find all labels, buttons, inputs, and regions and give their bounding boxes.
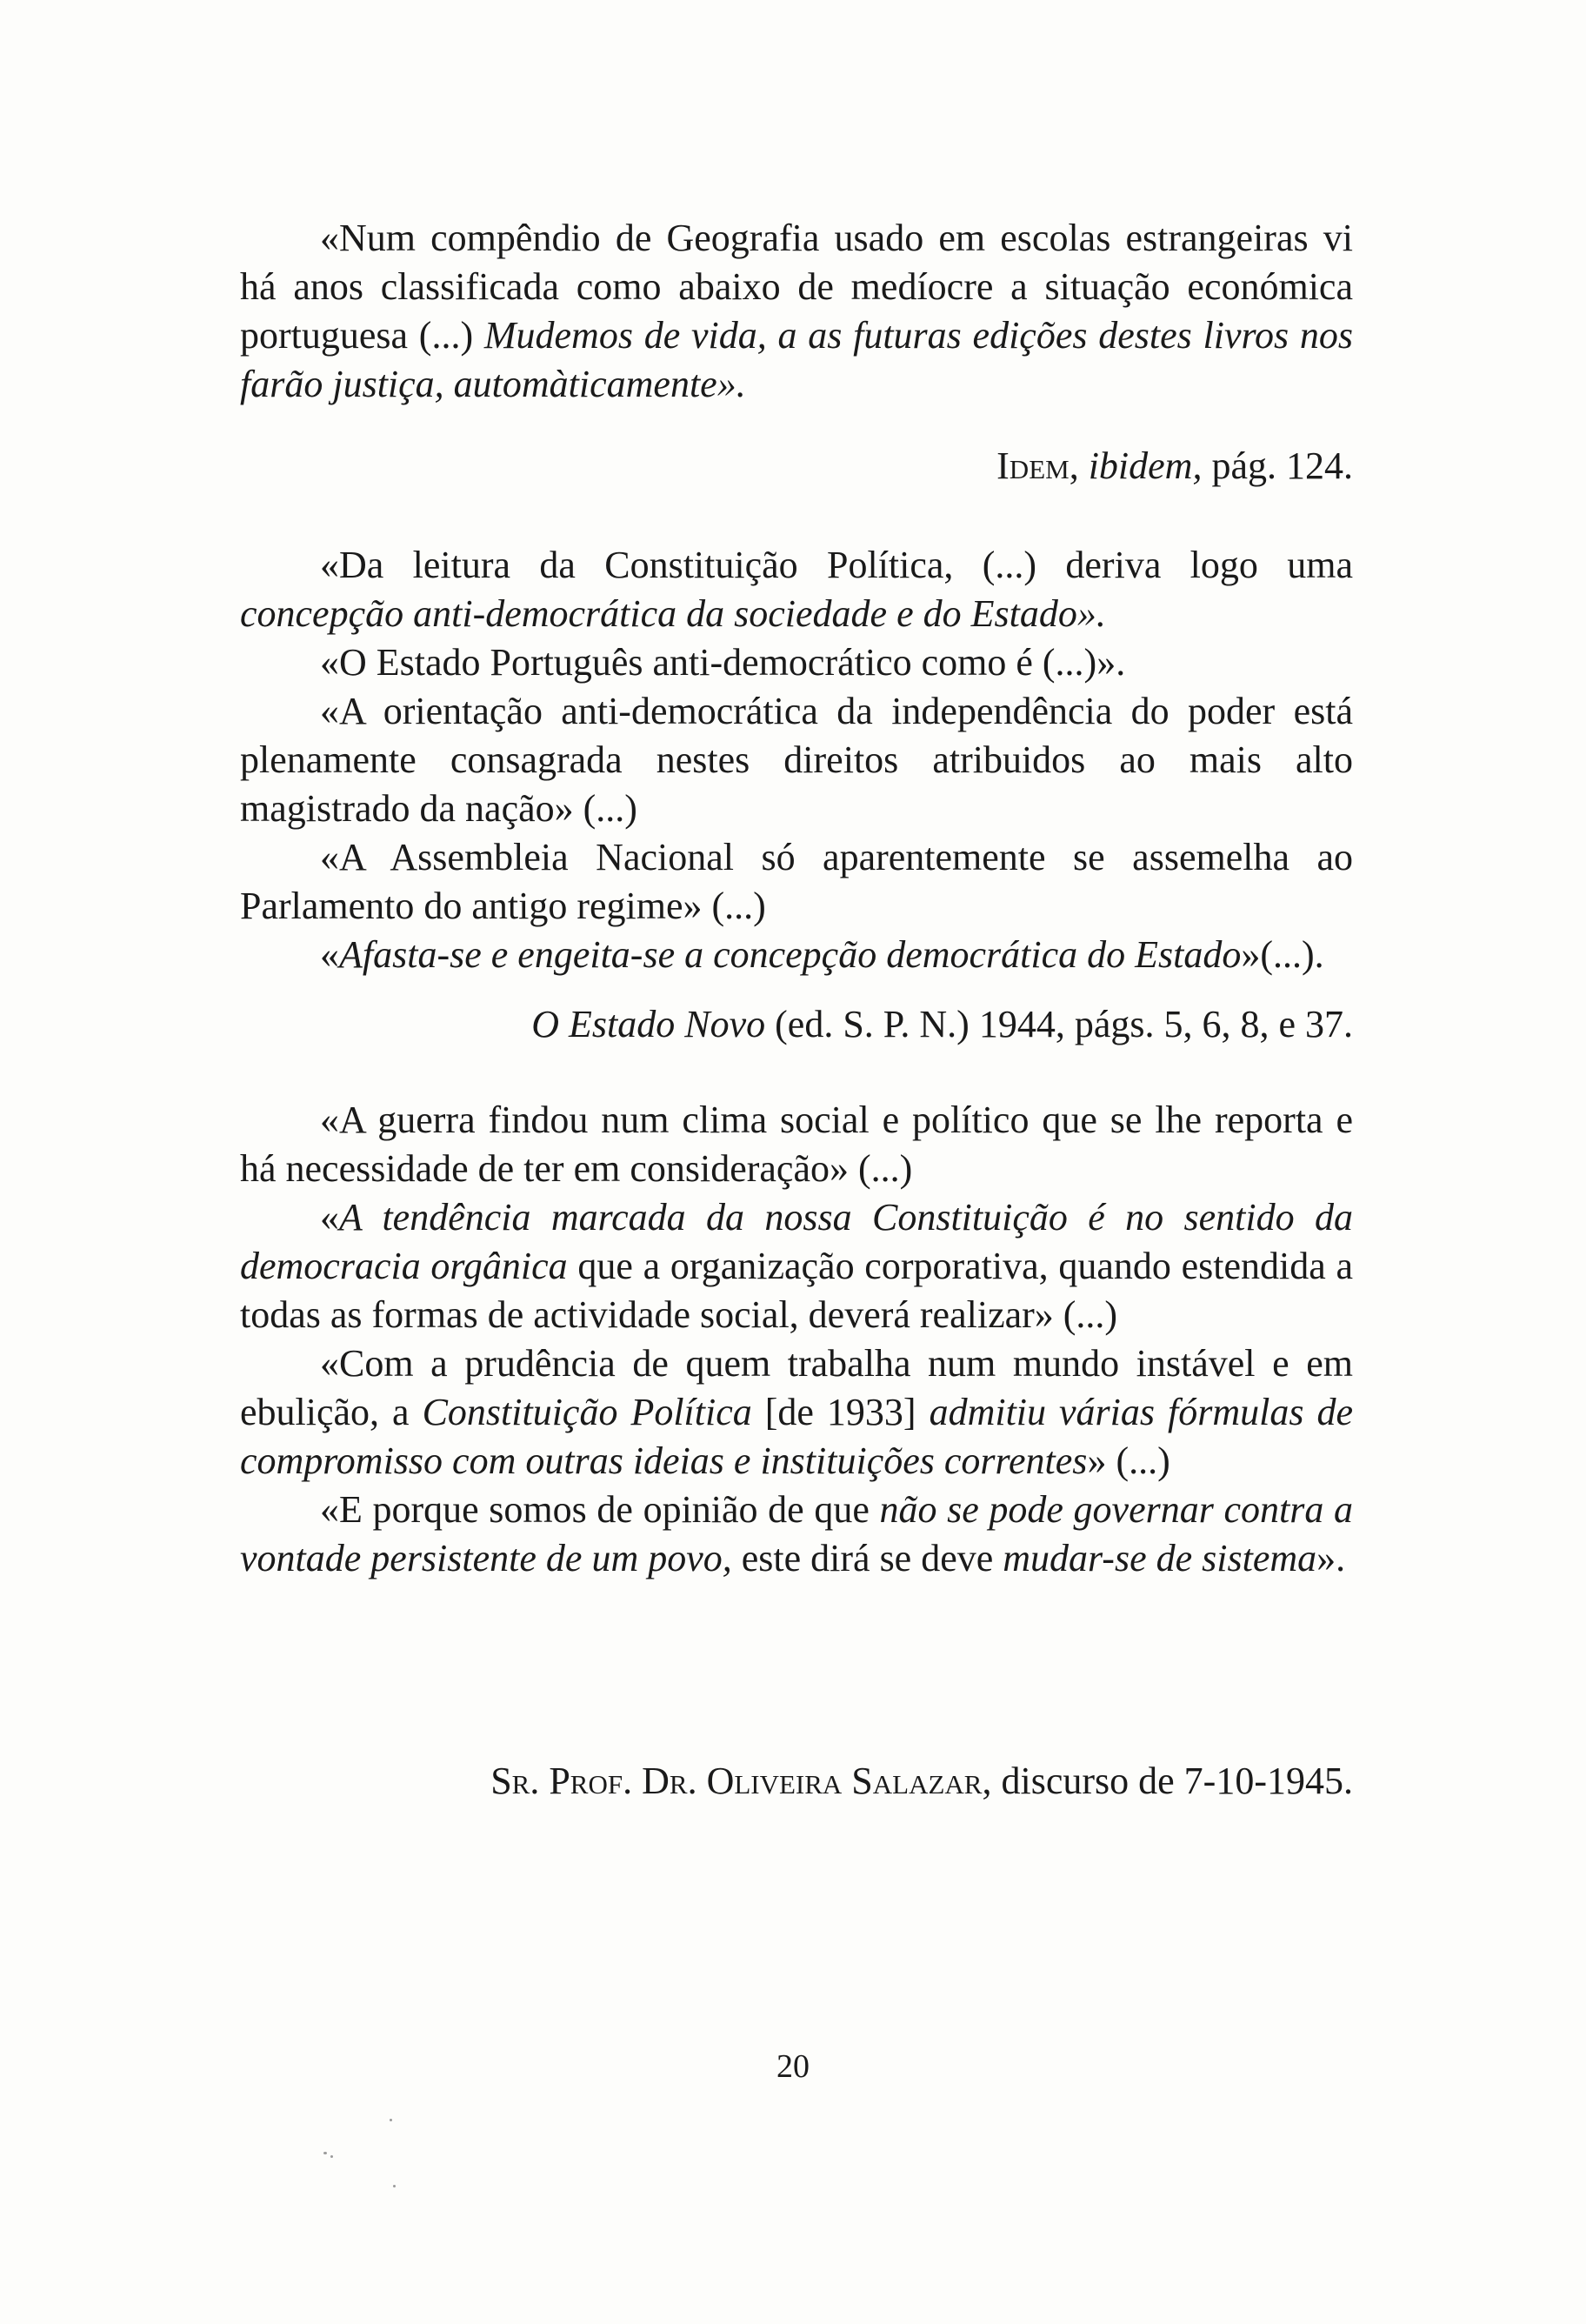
quote-text: «Num compêndio de Geografia usado em escolas estrangeiras vi há anos classificada como abaixo de medíocre a situação económica portuguesa (...) (240, 217, 1353, 357)
citation-page: pág. 124. (1202, 444, 1353, 487)
quote-italic-text: A tendência marcada da nossa Constituição é no sentido da democracia orgânica (240, 1196, 1353, 1287)
quote-italic-text: Mudemos de vida, a as futuras edições destes livros nos farão justiça, automàticamente». (240, 314, 1353, 405)
citation-details: discurso de 7-10-1945. (991, 1760, 1353, 1802)
citation-estado-novo (531, 1000, 1353, 1049)
quote-italic-text: admitiu várias fórmulas de compromisso com outras ideias e instituições correntes (240, 1391, 1354, 1482)
quote-block-estado-novo (240, 541, 1353, 979)
quote-paragraph (240, 931, 1353, 979)
quote-italic-text: mudar-se de sistema (1003, 1537, 1317, 1579)
quote-italic-text: não se pode governar contra a vontade persistente de um povo, (240, 1488, 1353, 1579)
quote-text: que a organização corporativa, quando estendida a todas as formas de actividade social, deverá realizar» (...) (240, 1245, 1353, 1336)
citation-salazar (490, 1757, 1353, 1806)
quote-text: »(...). (1241, 933, 1324, 976)
quote-italic-text: concepção anti-democrática da sociedade e do Estado». (240, 592, 1106, 635)
scan-speck (393, 2185, 396, 2187)
quote-text: ». (1316, 1537, 1346, 1579)
citation-author: Idem, (996, 444, 1079, 487)
quote-paragraph (240, 1193, 1353, 1339)
quote-text: «Da leitura da Constituição Política, (...) deriva logo uma (320, 544, 1353, 586)
quote-block-salazar (240, 1096, 1353, 1583)
quote-text: este dirá se deve (731, 1537, 1003, 1579)
quote-paragraph: «A orientação anti-democrática da independência do poder está plenamente consagrada nestes direitos atribuidos ao mais alto magistrado da nação» (...) (240, 690, 1353, 830)
citation-work: ibidem, (1088, 444, 1203, 487)
scan-speck (390, 2119, 392, 2121)
quote-text: « (320, 1196, 339, 1239)
citation-work: O Estado Novo (531, 1003, 766, 1045)
quote-italic-text: Afasta-se e engeita-se a concepção democrática do Estado (339, 933, 1242, 976)
citation-idem (996, 442, 1353, 491)
quote-paragraph: «A Assembleia Nacional só aparentemente se assemelha ao Parlamento do antigo regime» (...) (240, 836, 1353, 927)
quote-text: » (...) (1087, 1439, 1170, 1482)
quote-paragraph: «A guerra findou num clima social e político que se lhe reporta e há necessidade de ter em consideração» (...) (240, 1099, 1353, 1190)
citation-details: (ed. S. P. N.) 1944, págs. 5, 6, 8, e 37. (765, 1003, 1353, 1045)
scan-speck (330, 2155, 333, 2158)
quote-paragraph (240, 214, 1353, 409)
citation-author: Sr. Prof. Dr. Oliveira Salazar, (490, 1760, 992, 1802)
quote-paragraph (240, 1339, 1353, 1486)
quote-text: « (320, 933, 339, 976)
page-number: 20 (776, 2048, 810, 2085)
scan-speck (323, 2152, 327, 2154)
quote-text: [de 1933] (751, 1391, 930, 1433)
quote-paragraph: «O Estado Português anti-democrático como é (...)». (320, 641, 1126, 684)
quote-paragraph (240, 1486, 1353, 1583)
quote-text: «E porque somos de opinião de que (320, 1488, 880, 1531)
quote-paragraph (240, 541, 1353, 638)
quote-italic-text: Constituição Política (422, 1391, 752, 1433)
quote-text: «Com a prudência de quem trabalha num mundo instável e em ebulição, a (240, 1342, 1353, 1433)
quote-block-geography (240, 214, 1353, 409)
